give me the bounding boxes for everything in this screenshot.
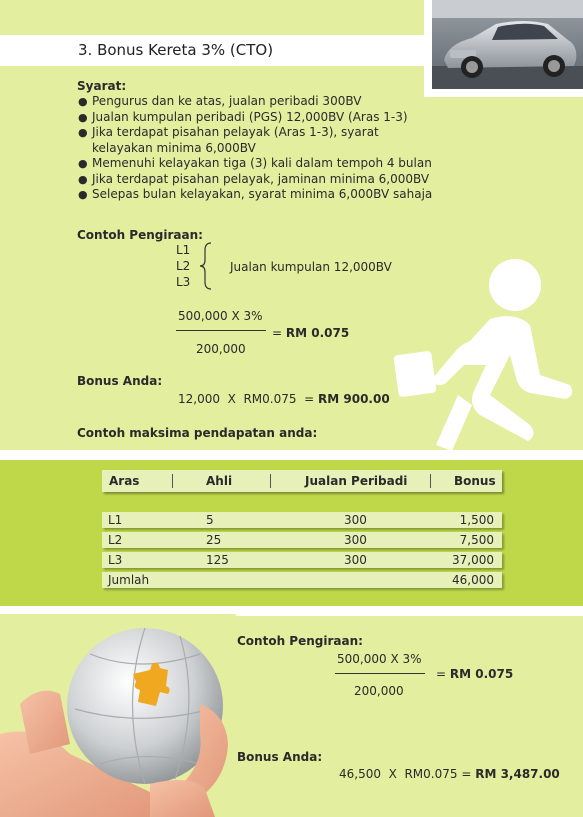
bonus-heading: Bonus Anda: [237, 750, 323, 764]
page-title: 3. Bonus Kereta 3% (CTO) [78, 41, 274, 59]
bonus-heading: Bonus Anda: [77, 374, 163, 388]
bonus-calc-text: 12,000 X RM0.075 = [178, 392, 319, 406]
list-item: ● Selepas bulan kelayakan, syarat minima 6,000BV sahaja [77, 187, 507, 203]
column-separator [270, 474, 271, 488]
list-item: ● Memenuhi kelayakan tiga (3) kali dalam tempoh 4 bulan [77, 156, 507, 172]
bonus-value: RM 900.00 [318, 392, 390, 406]
table-row [102, 532, 502, 548]
table-cell: 5 [206, 513, 214, 527]
group-sales-text: Jualan kumpulan 12,000BV [230, 260, 392, 274]
column-header: Bonus [454, 474, 496, 488]
equals-sign: = [436, 667, 450, 681]
puzzle-globe-in-hands-photo [0, 614, 236, 817]
table-total-row [102, 572, 502, 588]
table-cell: 300 [344, 533, 367, 547]
rate-value: RM 0.075 [285, 326, 350, 340]
syarat-list [77, 94, 507, 203]
list-item: ● Jika terdapat pisahan pelayak (Aras 1-3), syarat kelayakan minima 6,000BV [77, 125, 382, 156]
total-value: 46,000 [452, 573, 494, 587]
table-cell: 25 [206, 533, 222, 547]
rate-value: RM 0.075 [449, 667, 514, 681]
table-cell: 1,500 [459, 513, 494, 527]
fraction-line [335, 673, 425, 674]
table-cell: 37,000 [452, 553, 494, 567]
table-cell: 300 [344, 513, 367, 527]
equals-sign: = [272, 326, 286, 340]
table-row [102, 512, 502, 528]
car-photo [432, 0, 583, 89]
column-header: Ahli [206, 474, 233, 488]
fraction-line [176, 330, 266, 331]
table-cell: L1 [108, 513, 123, 527]
list-item: ● Jualan kumpulan peribadi (PGS) 12,000BV (Aras 1-3) [77, 110, 507, 126]
brace-icon [199, 242, 213, 290]
bonus-calc-text: 46,500 X RM0.075 = [339, 767, 476, 781]
contoh-heading: Contoh Pengiraan: [237, 634, 363, 648]
table-row [102, 552, 502, 568]
table-cell: L3 [108, 553, 123, 567]
bonus-calc [178, 392, 390, 406]
table-cell: 7,500 [459, 533, 494, 547]
level-label: L1 [176, 243, 191, 257]
syarat-heading: Syarat: [77, 79, 127, 93]
fraction-denominator: 200,000 [196, 342, 246, 356]
table-cell: 125 [206, 553, 229, 567]
table-header [102, 470, 502, 492]
max-income-heading: Contoh maksima pendapatan anda: [77, 426, 318, 440]
level-label: L2 [176, 259, 191, 273]
contoh-heading: Contoh Pengiraan: [77, 228, 203, 242]
fraction-numerator: 500,000 X 3% [178, 309, 263, 323]
rate-result [272, 326, 349, 340]
column-header: Jualan Peribadi [305, 474, 408, 488]
walking-businessman-icon [390, 255, 580, 455]
rate-result [436, 667, 513, 681]
column-separator [430, 474, 431, 488]
list-item: ● Pengurus dan ke atas, jualan peribadi 300BV [77, 94, 507, 110]
table-cell: L2 [108, 533, 123, 547]
list-item: ● Jika terdapat pisahan pelayak, jaminan minima 6,000BV [77, 172, 507, 188]
bonus-calc [339, 767, 560, 781]
column-header: Aras [109, 474, 140, 488]
total-label: Jumlah [108, 573, 150, 587]
fraction-numerator: 500,000 X 3% [337, 652, 422, 666]
fraction-denominator: 200,000 [354, 684, 404, 698]
table-cell: 300 [344, 553, 367, 567]
level-label: L3 [176, 275, 191, 289]
column-separator [172, 474, 173, 488]
bonus-value: RM 3,487.00 [475, 767, 560, 781]
level-list [176, 242, 190, 290]
